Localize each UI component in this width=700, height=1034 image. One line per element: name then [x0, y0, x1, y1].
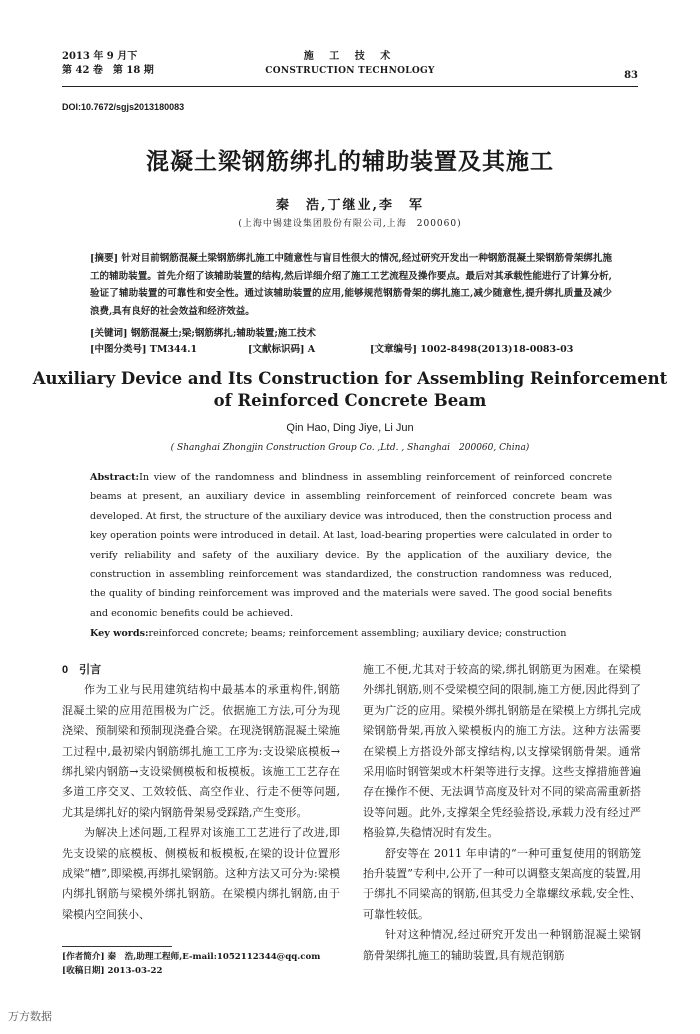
abstract-cn-text: 针对目前钢筋混凝土梁钢筋绑扎施工中随意性与盲目性很大的情况,经过研究开发出一种钢筋混凝土梁钢筋骨架绑扎施工的辅助装置。首先介绍了该辅助装置的结构,然后详细介绍了施工工艺流程及操作要点。最后对其承载性能进行了计算分析,验证了辅助装置的可靠性和安全性。通过该辅助装置的应用,能够规范钢筋骨架的绑扎施工,减少随意性,提升绑扎质量及减少浪费,具有良好的社会效益和经济效益。 [90, 253, 613, 317]
source-watermark: 万方数据 [8, 1010, 52, 1023]
page-number: 83 [624, 70, 638, 81]
paragraph: 针对这种情况,经过研究开发出一种钢筋混凝土梁钢筋骨架绑扎施工的辅助装置,具有规范钢筋 [363, 928, 641, 962]
body-column-right [363, 660, 641, 966]
paper-title-en-line2: of Reinforced Concrete Beam [213, 391, 487, 410]
abstract-cn-label: [摘要] [90, 253, 119, 264]
abstract-en-text: In view of the randomness and blindness in assembling reinforcement of reinforced concrete beams at present, an auxiliary device in assembling reinforcement of reinforced concrete beam was developed. At first, the structure of the auxiliary device was introduced, then the construction process and key operation points were introduced in detail. At last, load-bearing properties were calculated in order to verify reliability and safety of the auxiliary device. By the application of the auxiliary device, the construction in assembling reinforcement was standardized, the construction randomness was reduced, the quality of binding reinforcement was improved and the materials were saved. The good social benefits and economic benefits could be achieved. [90, 472, 612, 619]
keywords-cn-label: [关键词] [90, 328, 128, 339]
paper-title-en [0, 368, 700, 412]
header-divider [62, 86, 638, 87]
volume-issue: 第 42 卷 第 18 期 [62, 65, 154, 76]
keywords-cn [90, 326, 612, 342]
abstract-en [90, 468, 612, 623]
footnote-divider [62, 946, 172, 947]
paragraph: 作为工业与民用建筑结构中最基本的承重构件,钢筋混凝土梁的应用范围极为广泛。依据施工方法,可分为现浇梁、预制梁和预制现浇叠合梁。在现浇钢筋混凝土梁施工过程中,最初梁内钢筋绑扎施工工序为:支设梁底模板→绑扎梁内钢筋→支设梁侧模板和板模板。该施工工艺存在多道工序交叉、工效较低、高空作业、行走不便等问题,尤其是绑扎好的梁内钢筋骨架易受踩踏,产生变形。 [62, 683, 340, 819]
authors-en: Qin Hao, Ding Jiye, Li Jun [286, 422, 414, 434]
affiliation-cn: (上海中锡建设集团股份有限公司,上海 200060) [238, 219, 462, 229]
affiliation-en: ( Shanghai Zhongjin Construction Group Co. ,Ltd. , Shanghai 200060, China) [170, 443, 530, 453]
keywords-en-label: Key words: [90, 628, 149, 639]
journal-name [0, 50, 700, 78]
keywords-cn-text: 钢筋混凝土;梁;钢筋绑扎;辅助装置;施工技术 [130, 328, 316, 339]
article-number: [文章编号] 1002-8498(2013)18-0083-03 [370, 344, 574, 355]
clc-number: [中图分类号] TM344.1 [90, 344, 198, 355]
paragraph: 为解决上述问题,工程界对该施工工艺进行了改进,即先支设梁的底模板、侧模板和板模板,在梁的设计位置形成梁“槽”,即梁模,再绑扎梁钢筋。这种方法又可分为:梁模内绑扎钢筋与梁模外绑扎钢筋。在梁模内绑扎钢筋,由于梁模内空间狭小、 [62, 826, 340, 921]
authors-cn: 秦 浩,丁继业,李 军 [275, 198, 425, 213]
paragraph: 舒安等在 2011 年申请的“一种可重复使用的钢筋笼抬升装置”专利中,公开了一种可以调整支架高度的装置,用于绑扎不同梁高的钢筋,但其受力全靠螺纹承载,安全性、可靠性较低。 [363, 846, 641, 921]
journal-name-en: CONSTRUCTION TECHNOLOGY [265, 66, 435, 76]
keywords-en [90, 626, 612, 642]
paper-title-en-line1: Auxiliary Device and Its Construction for Assembling Reinforcement [32, 369, 668, 388]
author-bio: [作者简介] 秦 浩,助理工程师,E-mail:1052112344@qq.com [62, 952, 321, 962]
paper-title-cn: 混凝土梁钢筋绑扎的辅助装置及其施工 [146, 148, 554, 175]
paragraph: 施工不便,尤其对于较高的梁,绑扎钢筋更为困难。在梁模外绑扎钢筋,则不受梁模空间的限制,施工方便,因此得到了更为广泛的应用。梁模外绑扎钢筋是在梁模上方绑扎完成梁钢筋骨架,再放入梁模板内的施工方法。这种方法需要在梁模上方搭设外部支撑结构,以支撑梁钢筋骨架。通常采用临时钢管架或木杆架等进行支撑。这些支撑措施普遍存在操作不便、无法调节高度及针对不同的梁高需重新搭设等问题。此外,支撑架全凭经验搭设,承载力没有经过严格验算,失稳情况时有发生。 [363, 663, 641, 840]
abstract-cn [90, 250, 612, 320]
footnote [62, 950, 342, 978]
received-date: [收稿日期] 2013-03-22 [62, 966, 163, 976]
abstract-en-label: Abstract: [90, 472, 140, 483]
issue-date: 2013 年 9 月下 [62, 51, 138, 62]
journal-name-cn: 施 工 技 术 [303, 51, 397, 62]
section-heading: 0 引言 [62, 664, 102, 676]
document-code: [文献标识码] A [248, 344, 316, 355]
body-column-left [62, 660, 340, 925]
keywords-en-text: reinforced concrete; beams; reinforcement assembling; auxiliary device; construction [148, 628, 567, 639]
doi: DOI:10.7672/sgjs2013180083 [62, 102, 185, 112]
